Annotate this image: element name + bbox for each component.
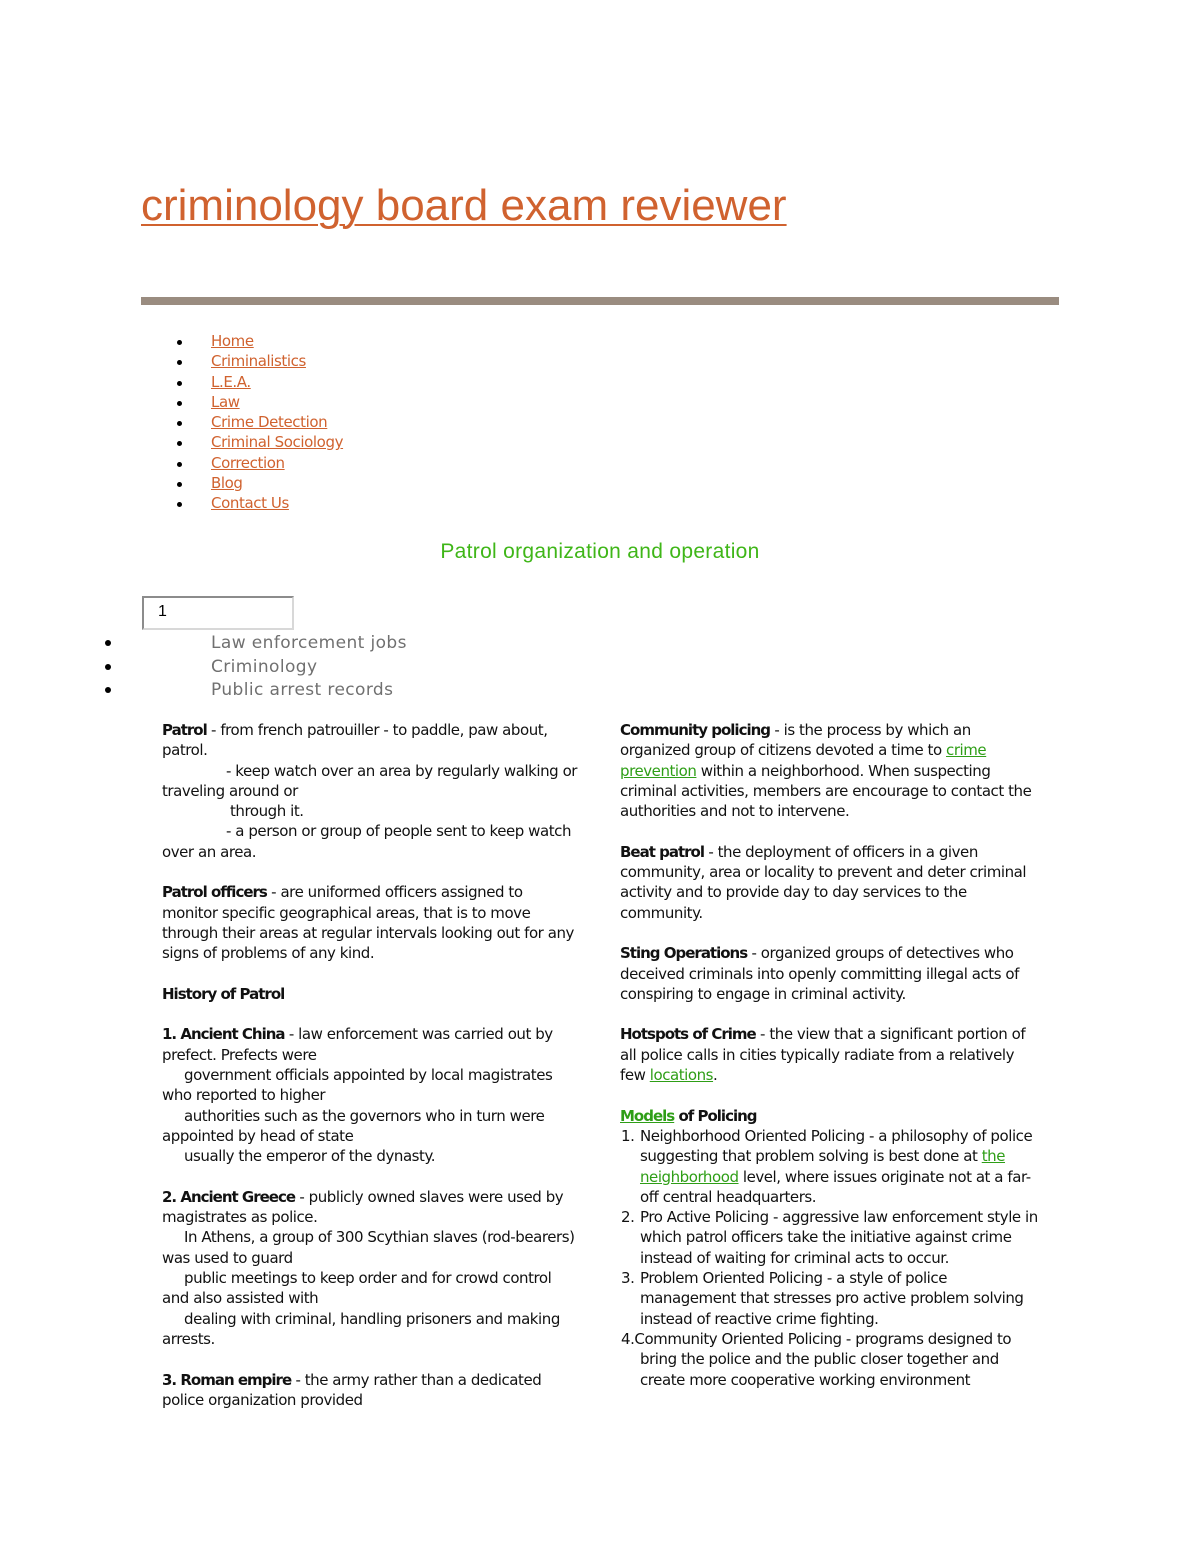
site-title[interactable]: criminology board exam reviewer (141, 181, 787, 230)
nav-item-blog (175, 473, 343, 493)
nav-link-blog[interactable]: Blog (211, 474, 243, 493)
nav-link-criminalistics[interactable]: Criminalistics (211, 352, 306, 371)
definition-text: - publicly owned slaves were used by magistrates as police. (162, 1187, 564, 1227)
definition-text: - the deployment of officers in a given community, area or locality to prevent and deter criminal activity and to provide day to day services to the community. (620, 842, 1027, 922)
definition-text: . (713, 1066, 718, 1085)
crime-prevention-link[interactable]: crime prevention (620, 741, 987, 780)
definition-text: - from french patrouiller - to paddle, paw about, patrol. (162, 721, 548, 760)
right-column (620, 720, 1040, 1390)
header-divider (141, 297, 1059, 305)
heading-text: of Policing (674, 1106, 757, 1125)
list-item (620, 1329, 1040, 1390)
models-of-policing (620, 1106, 1040, 1390)
history-china (162, 1024, 582, 1166)
definition-text: In Athens, a group of 300 Scythian slaves (rod-bearers) was used to guard (162, 1228, 575, 1267)
definition-text: through it. (230, 802, 304, 821)
list-text: level, where issues originate not at a far-off central headquarters. (640, 1167, 1031, 1206)
nav-item-correction (175, 453, 343, 473)
post-title: Patrol organization and operation (440, 540, 760, 563)
heading-text: History of Patrol (162, 984, 285, 1003)
ad-link[interactable]: Criminology (105, 656, 407, 680)
nav-link-contact-us[interactable]: Contact Us (211, 494, 289, 513)
patrol-definition (162, 720, 582, 862)
community-policing-definition (620, 720, 1040, 821)
nav-item-contact-us (175, 493, 343, 513)
ad-link[interactable]: Public arrest records (105, 679, 407, 703)
sting-operations-definition (620, 943, 1040, 1004)
list-text: Neighborhood Oriented Policing - a philosophy of police suggesting that problem solving is best done at (640, 1126, 1033, 1166)
list-number: 4. (621, 1329, 635, 1348)
definition-text: - is the process by which an organized group of citizens devoted a time to (620, 721, 971, 760)
left-column (162, 720, 582, 1430)
term: Patrol officers (162, 883, 267, 902)
term: Hotspots of Crime (620, 1025, 756, 1044)
definition-text: - a person or group of people sent to keep watch over an area. (162, 822, 572, 861)
list-item (620, 1126, 1040, 1207)
nav-item-lea (175, 372, 343, 392)
neighborhood-link[interactable]: the neighborhood (640, 1147, 1006, 1186)
ad-link[interactable]: Law enforcement jobs (105, 632, 407, 656)
term: 2. Ancient Greece (162, 1187, 296, 1206)
term: 3. Roman empire (162, 1370, 292, 1389)
list-text: Problem Oriented Policing - a style of police management that stresses pro active problem solving instead of reactive crime fighting. (640, 1269, 1024, 1328)
definition-text: usually the emperor of the dynasty. (184, 1147, 436, 1166)
nav-link-lea[interactable]: L.E.A. (211, 372, 251, 391)
hotspots-definition (620, 1024, 1040, 1085)
definition-text: - the army rather than a dedicated police organization provided (162, 1370, 542, 1409)
definition-text: government officials appointed by local magistrates who reported to higher (162, 1066, 553, 1105)
list-item (620, 1268, 1040, 1329)
main-nav (175, 331, 343, 514)
models-heading (620, 1106, 1040, 1126)
list-number: 1. (621, 1126, 635, 1145)
definition-text: - keep watch over an area by regularly walking or traveling around or (162, 761, 578, 800)
number-field[interactable]: 1 (142, 596, 294, 630)
beat-patrol-definition (620, 842, 1040, 923)
list-number: 3. (621, 1269, 635, 1288)
patrol-officers-definition (162, 882, 582, 963)
term: Patrol (162, 721, 207, 739)
definition-text: public meetings to keep order and for crowd control and also assisted with (162, 1269, 552, 1308)
locations-link[interactable]: locations (649, 1066, 714, 1085)
list-number: 2. (621, 1208, 635, 1227)
nav-item-home (175, 331, 343, 351)
nav-link-criminal-sociology[interactable]: Criminal Sociology (211, 433, 344, 452)
term: Sting Operations (620, 944, 748, 963)
nav-item-criminalistics (175, 351, 343, 371)
ad-links (105, 632, 407, 703)
history-rome (162, 1370, 582, 1411)
nav-item-criminal-sociology (175, 432, 343, 452)
history-heading (162, 984, 582, 1004)
history-greece (162, 1187, 582, 1349)
nav-link-law[interactable]: Law (211, 392, 240, 411)
list-text: Pro Active Policing - aggressive law enforcement style in which patrol officers take the initiative against crime instead of waiting for criminal acts to occur. (640, 1208, 1038, 1267)
term: Beat patrol (620, 842, 704, 861)
definition-text: authorities such as the governors who in turn were appointed by head of state (162, 1106, 545, 1145)
nav-link-home[interactable]: Home (211, 332, 254, 350)
nav-item-crime-detection (175, 412, 343, 432)
nav-link-correction[interactable]: Correction (211, 453, 285, 472)
definition-text: within a neighborhood. When suspecting criminal activities, members are encourage to contact the authorities and not to intervene. (620, 761, 1032, 821)
list-text: Community Oriented Policing - programs designed to bring the police and the public closer together and create more cooperative working environment (634, 1329, 1012, 1389)
definition-text: - organized groups of detectives who deceived criminals into openly committing illegal acts of conspiring to engage in criminal activity. (620, 944, 1019, 1003)
definition-text: - law enforcement was carried out by prefect. Prefects were (162, 1025, 553, 1064)
term: 1. Ancient China (162, 1025, 285, 1044)
definition-text: - are uniformed officers assigned to monitor specific geographical areas, that is to move through their areas at regular intervals looking out for any signs of problems of any kind. (162, 883, 574, 963)
nav-link-crime-detection[interactable]: Crime Detection (211, 413, 328, 432)
list-item (620, 1207, 1040, 1268)
models-link[interactable]: Models (620, 1106, 675, 1125)
term: Community policing (620, 721, 771, 739)
definition-text: dealing with criminal, handling prisoners and making arrests. (162, 1309, 560, 1348)
definition-text: - the view that a significant portion of all police calls in cities typically radiate from a relatively few (620, 1025, 1026, 1085)
nav-item-law (175, 392, 343, 412)
